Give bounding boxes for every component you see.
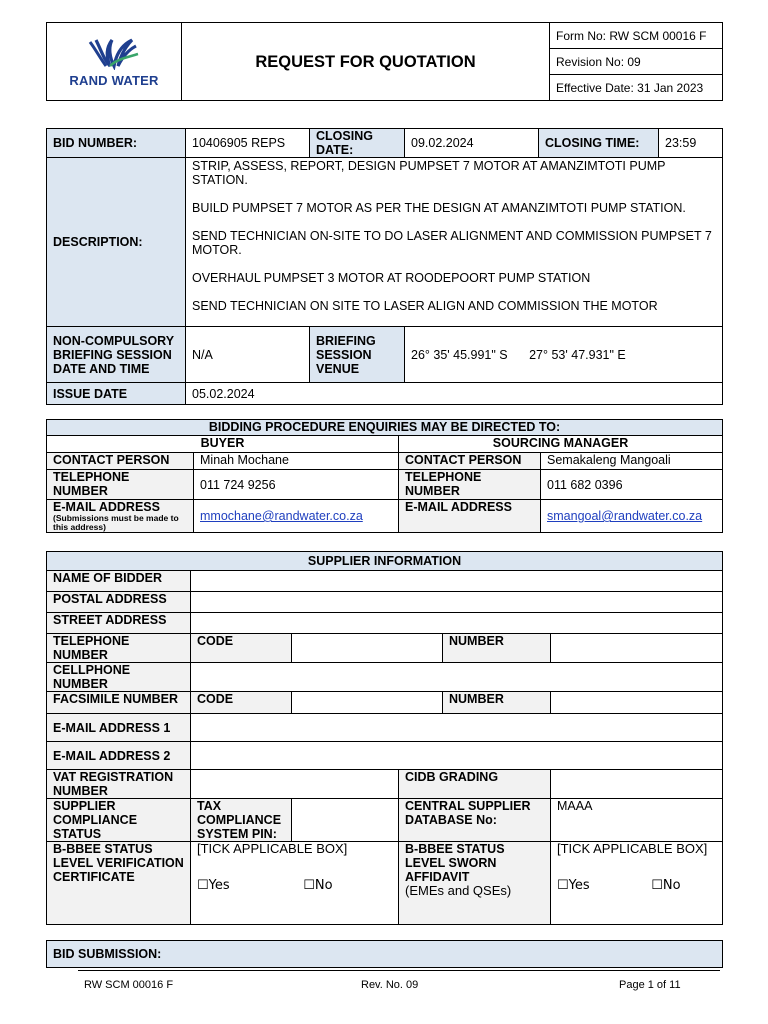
description-text	[186, 158, 723, 327]
buyer-telephone-label: TELEPHONE NUMBER	[47, 470, 194, 500]
buyer-email-link[interactable]: mmochane@randwater.co.za	[200, 509, 363, 523]
manager-contact-label: CONTACT PERSON	[399, 453, 541, 470]
venue-label: BRIEFING SESSION VENUE	[310, 327, 405, 383]
tick-instruction: [TICK APPLICABLE BOX]	[557, 841, 708, 856]
revision-number: Revision No: 09	[550, 49, 723, 75]
manager-telephone-value: 011 682 0396	[541, 470, 723, 500]
bid-submission-table	[46, 940, 723, 968]
document-title: REQUEST FOR QUOTATION	[182, 23, 550, 101]
cellphone-field[interactable]	[191, 663, 723, 692]
facsimile-label: FACSIMILE NUMBER	[47, 692, 191, 714]
buyer-email-label: E-MAIL ADDRESS	[53, 500, 160, 514]
csd-value: MAAA	[551, 799, 723, 842]
tick-instruction: [TICK APPLICABLE BOX]	[197, 841, 348, 856]
issue-date-value: 05.02.2024	[186, 383, 723, 405]
logo-text: RAND WATER	[69, 72, 159, 88]
postal-address-field[interactable]	[191, 592, 723, 613]
closing-time-label: CLOSING TIME:	[539, 129, 659, 158]
footer-form-number: RW SCM 00016 F	[84, 979, 174, 991]
manager-email-label: E-MAIL ADDRESS	[399, 500, 541, 533]
buyer-telephone-value: 011 724 9256	[194, 470, 399, 500]
supplier-info-table	[46, 551, 723, 925]
bidder-name-field[interactable]	[191, 571, 723, 592]
postal-address-label: POSTAL ADDRESS	[47, 592, 191, 613]
bid-number-value: 10406905 REPS	[186, 129, 310, 158]
supplier-heading: SUPPLIER INFORMATION	[47, 552, 723, 571]
venue-value	[405, 327, 723, 383]
sourcing-manager-heading: SOURCING MANAGER	[399, 436, 723, 453]
certificate-no-checkbox[interactable]: ☐No	[303, 878, 333, 893]
buyer-email-note: (Submissions must be made to this address)	[53, 513, 179, 532]
street-address-label: STREET ADDRESS	[47, 613, 191, 634]
bid-info-table	[46, 128, 723, 405]
manager-email-link[interactable]: smangoal@randwater.co.za	[547, 509, 703, 523]
closing-date-label: CLOSING DATE:	[310, 129, 405, 158]
vat-label: VAT REGISTRATION NUMBER	[47, 770, 191, 799]
closing-time-value: 23:59	[659, 129, 723, 158]
bbbee-affidavit-options	[551, 842, 723, 925]
closing-date-value: 09.02.2024	[405, 129, 539, 158]
logo-cell	[47, 23, 182, 101]
email2-field[interactable]	[191, 742, 723, 770]
buyer-heading: BUYER	[47, 436, 399, 453]
manager-contact-value: Semakaleng Mangoali	[541, 453, 723, 470]
certificate-yes-checkbox[interactable]: ☐Yes	[197, 878, 230, 893]
telephone-code-field[interactable]	[292, 634, 443, 663]
fax-number-label: NUMBER	[443, 692, 551, 714]
briefing-value: N/A	[186, 327, 310, 383]
venue-longitude: 27° 53' 47.931" E	[529, 347, 626, 362]
street-address-field[interactable]	[191, 613, 723, 634]
emes-note: (EMEs and QSEs)	[405, 883, 512, 898]
buyer-email-cell	[194, 500, 399, 533]
bbbee-affidavit-label: B-BBEE STATUS LEVEL SWORN AFFIDAVIT	[405, 842, 505, 884]
buyer-email-label-cell	[47, 500, 194, 533]
telephone-number-field[interactable]	[551, 634, 723, 663]
bbbee-certificate-options	[191, 842, 399, 925]
telephone-number-label: NUMBER	[443, 634, 551, 663]
fax-code-field[interactable]	[292, 692, 443, 714]
footer-divider	[78, 970, 720, 971]
description-line: BUILD PUMPSET 7 MOTOR AS PER THE DESIGN AT AMANZIMTOTI PUMP STATION.	[192, 201, 686, 215]
telephone-label: TELEPHONE NUMBER	[47, 634, 191, 663]
document-header	[46, 22, 723, 101]
manager-telephone-label: TELEPHONE NUMBER	[399, 470, 541, 500]
description-line: STRIP, ASSESS, REPORT, DESIGN PUMPSET 7 MOTOR AT AMANZIMTOTI PUMP STATION.	[192, 159, 666, 187]
description-line: SEND TECHNICIAN ON-SITE TO DO LASER ALIGNMENT AND COMMISSION PUMPSET 7 MOTOR.	[192, 229, 712, 257]
email1-label: E-MAIL ADDRESS 1	[47, 714, 191, 742]
cellphone-label: CELLPHONE NUMBER	[47, 663, 191, 692]
footer-revision: Rev. No. 09	[361, 979, 419, 991]
bid-number-label: BID NUMBER:	[47, 129, 186, 158]
email2-label: E-MAIL ADDRESS 2	[47, 742, 191, 770]
venue-latitude: 26° 35' 45.991" S	[411, 347, 508, 362]
buyer-contact-label: CONTACT PERSON	[47, 453, 194, 470]
manager-email-cell	[541, 500, 723, 533]
vat-field[interactable]	[191, 770, 399, 799]
cidb-label: CIDB GRADING	[399, 770, 551, 799]
telephone-code-label: CODE	[191, 634, 292, 663]
affidavit-no-checkbox[interactable]: ☐No	[651, 878, 681, 893]
bid-submission-label: BID SUBMISSION:	[47, 941, 723, 968]
form-number: Form No: RW SCM 00016 F	[550, 23, 723, 49]
description-line: OVERHAUL PUMPSET 3 MOTOR AT ROODEPOORT PUMP STATION	[192, 271, 591, 285]
description-line: SEND TECHNICIAN ON SITE TO LASER ALIGN AND COMMISSION THE MOTOR	[192, 299, 658, 313]
bbbee-affidavit-label-cell	[399, 842, 551, 925]
buyer-contact-value: Minah Mochane	[194, 453, 399, 470]
enquiries-table	[46, 419, 723, 533]
description-label: DESCRIPTION:	[47, 158, 186, 327]
effective-date: Effective Date: 31 Jan 2023	[550, 75, 723, 101]
email1-field[interactable]	[191, 714, 723, 742]
tax-pin-label: TAX COMPLIANCE SYSTEM PIN:	[191, 799, 292, 842]
issue-date-label: ISSUE DATE	[47, 383, 186, 405]
bidder-name-label: NAME OF BIDDER	[47, 571, 191, 592]
fax-code-label: CODE	[191, 692, 292, 714]
affidavit-yes-checkbox[interactable]: ☐Yes	[557, 878, 590, 893]
bbbee-certificate-label: B-BBEE STATUS LEVEL VERIFICATION CERTIFICATE	[47, 842, 191, 925]
rand-water-logo-icon	[66, 36, 162, 70]
footer-page-number: Page 1 of 11	[619, 979, 681, 991]
csd-label: CENTRAL SUPPLIER DATABASE No:	[399, 799, 551, 842]
compliance-label: SUPPLIER COMPLIANCE STATUS	[47, 799, 191, 842]
tax-pin-field[interactable]	[292, 799, 399, 842]
enquiries-heading: BIDDING PROCEDURE ENQUIRIES MAY BE DIRECTED TO:	[47, 420, 723, 436]
briefing-label: NON-COMPULSORY BRIEFING SESSION DATE AND TIME	[47, 327, 186, 383]
fax-number-field[interactable]	[551, 692, 723, 714]
cidb-field[interactable]	[551, 770, 723, 799]
